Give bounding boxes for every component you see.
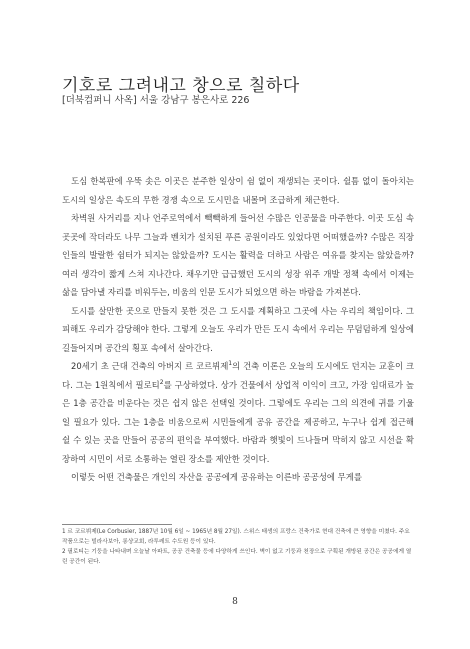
footnote-marker[interactable]: 2 <box>159 378 164 386</box>
body-text <box>62 172 414 487</box>
footnote-divider <box>62 524 172 525</box>
paragraph-text: 의 건축 이론은 오늘의 도시에도 던지는 교훈이 크다. 그는 1원칙에서 필로티 <box>62 361 414 390</box>
paragraph: 도심 한복판에 우뚝 솟은 이곳은 분주한 일상이 쉼 없이 재생되는 곳이다. 쉴틈 없이 돌아치는 도시의 일상은 속도의 무한 경쟁 속으로 도시민을 내몰며 조급하게 채근한다. <box>62 176 414 205</box>
paragraph: 도시를 살만한 곳으로 만들지 못한 것은 그 도시를 계획하고 그곳에 사는 우리의 책임이다. 그 피해도 우리가 감당해야 한다. 그렇게 오늘도 우리가 만든 도시 속에서 우리는 무덤덤하게 일상에 길들어지며 공간의 횡포 속에서 살아간다. <box>62 305 414 353</box>
paragraph-text: 20세기 초 근대 건축의 아버지 르 코르뷔제 <box>71 361 229 371</box>
paragraph-text: 를 구상하였다. 상가 건물에서 상업적 이익이 크고, 가장 임대료가 높은 1층 공간을 비운다는 것은 쉽지 않은 선택일 것이다. 그렇에도 우리는 그의 의견에 귀를 기울일 필요가 있다. 그는 1층을 비움으로써 시민들에게 공유 공간을 제공하고, 누구나 쉽게 접근해 쉴 수 있는 곳을 만들어 공공의 편익을 부여했다. 바람과 햇빛이 드나들며 막히지 않고 시선을 확장하여 시민이 서로 소통하는 열린 장소를 제안한 것이다. <box>62 379 415 464</box>
chapter-title: 기호로 그려내고 창으로 칠하다 <box>62 76 300 97</box>
paragraph: 차벽원 사거리를 지나 언주로역에서 빽빽하게 들어선 수많은 인공물을 마주한다. 이곳 도심 속 곳곳에 작더라도 나무 그늘과 벤치가 설치된 푸른 공원이라도 있었다면 어떠했을까? 수많은 직장인들의 발랄한 쉼터가 되지는 않았을까? 도시는 활력을 더하고 사람은 여유를 찾지는 않았을까? 여러 생각이 짧게 스쳐 지나간다. 채우기만 급급했던 도시의 성장 위주 개발 정책 속에서 이제는 삶을 담아낼 자리를 비워두는, 비움의 인문 도시가 되었으면 하는 바람을 가져본다. <box>62 213 414 297</box>
footnotes <box>62 528 412 568</box>
paragraph <box>62 357 414 468</box>
footnote-marker[interactable]: 1 <box>228 360 233 368</box>
paragraph: 이렇듯 어떤 건축물은 개인의 자산을 공공에게 공유하는 이른바 공공성에 무게를 <box>71 472 362 482</box>
footnote: 2 필로티는 기둥을 나타내며 오늘날 아파트, 공공 건축물 등에 다양하게 쓰인다. 벽이 없고 기둥과 천장으로 구획된 개방된 공간은 공공에게 열린 공간이 된다. <box>62 549 412 565</box>
page-number: 8 <box>232 597 238 607</box>
building-subtitle: [더북컴퍼니 사옥] 서울 강남구 봉은사로 226 <box>62 95 250 106</box>
footnote: 1 르 코르뷔제(Le Corbusier, 1887년 10월 6일 ~ 1965년 8월 27일). 스위스 태생의 프랑스 건축가로 현대 건축에 큰 영향을 미쳤다. 주요 작품으로는 빌라사보아, 롱샹교회, 라투레트 수도원 등이 있다. <box>62 529 410 545</box>
